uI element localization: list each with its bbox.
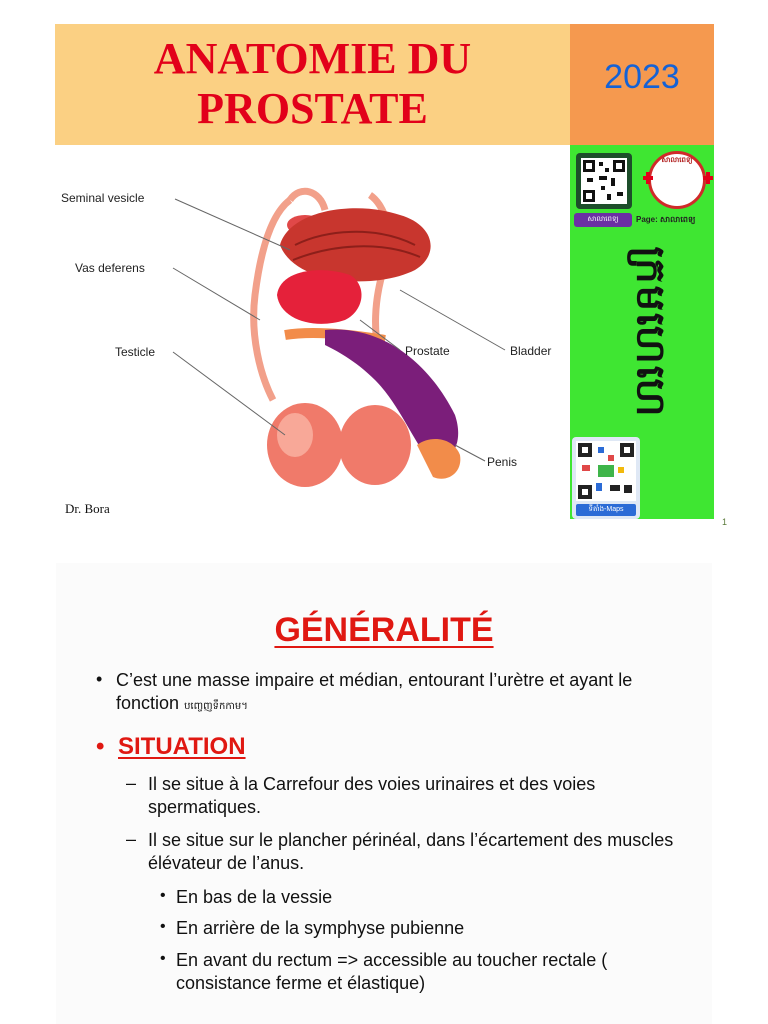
title-slide <box>55 24 728 527</box>
intro-text: C’est une masse impaire et médian, entourant l’urètre et ayant le fonction <box>116 670 633 713</box>
label-bladder: Bladder <box>510 344 552 358</box>
qr-code-icon[interactable] <box>576 153 632 209</box>
testicle-highlight <box>277 413 313 457</box>
title-banner <box>55 24 570 145</box>
label-testicle: Testicle <box>115 345 156 359</box>
label-vas-deferens: Vas deferens <box>75 261 145 275</box>
bladder-leader <box>400 290 505 350</box>
bullet-icon: • <box>96 733 105 760</box>
facebook-page-chip[interactable]: សាលាពេទ្យ <box>574 213 632 227</box>
bullet-icon: • <box>160 950 166 967</box>
year-banner <box>570 24 714 145</box>
logo-text: សាលាពេទ្យ <box>661 157 693 164</box>
qr-pattern <box>581 158 627 204</box>
vertical-khmer-text <box>602 233 692 423</box>
qr-pattern-svg <box>581 158 627 204</box>
school-logo <box>648 151 706 209</box>
dash-icon: – <box>126 773 137 793</box>
slide-title: ANATOMIE DU PROSTATE <box>153 34 472 133</box>
sub-item: En bas de la vessie <box>176 887 333 907</box>
label-penis: Penis <box>487 455 518 469</box>
generalite-slide <box>56 563 712 1024</box>
side-panel <box>570 145 728 527</box>
medical-cross-icon <box>643 172 713 184</box>
page-label: Page: សាលាពេទ្យ <box>636 215 696 224</box>
section-heading: GÉNÉRALITÉ <box>274 611 494 649</box>
maps-qr-pattern <box>576 441 636 501</box>
bullet-icon: • <box>160 887 166 904</box>
intro-khmer-text: បញ្ចេញទឹកកាម។ <box>184 701 248 712</box>
label-seminal-vesicle: Seminal vesicle <box>61 191 145 205</box>
maps-qr-svg <box>576 441 636 501</box>
vertical-khmer-label: ក្រមហេហេ <box>628 246 673 419</box>
situation-heading: SITUATION <box>118 733 246 760</box>
testicle-right-shape <box>339 405 411 485</box>
sub-item: En arrière de la symphyse pubienne <box>176 918 465 938</box>
anatomy-svg <box>55 145 570 519</box>
label-prostate: Prostate <box>405 344 450 358</box>
vas-deferens-loop <box>290 191 325 210</box>
maps-label: ទីតាំង-Maps <box>576 504 636 516</box>
dash-item: Il se situe à la Carrefour des voies urinaires et des voies spermatiques. <box>148 774 596 817</box>
maps-qr-code-icon[interactable] <box>572 437 640 519</box>
prostate-shape <box>277 270 361 324</box>
dash-item: Il se situe sur le plancher périnéal, dans l’écartement des muscles élévateur de l’anus. <box>148 830 674 873</box>
slide-number: 1 <box>722 517 728 527</box>
prostate-anatomy-illustration <box>55 145 570 519</box>
dash-icon: – <box>126 829 137 849</box>
intro-paragraph <box>96 669 686 718</box>
bullet-icon: • <box>160 918 166 935</box>
author-label: Dr. Bora <box>65 501 110 516</box>
bullet-icon: • <box>96 669 103 689</box>
sub-item: En avant du rectum => accessible au toucher rectale ( consistance ferme et élastique) <box>176 950 608 993</box>
vas-deferens-leader <box>173 268 260 320</box>
year-label: 2023 <box>604 58 680 96</box>
